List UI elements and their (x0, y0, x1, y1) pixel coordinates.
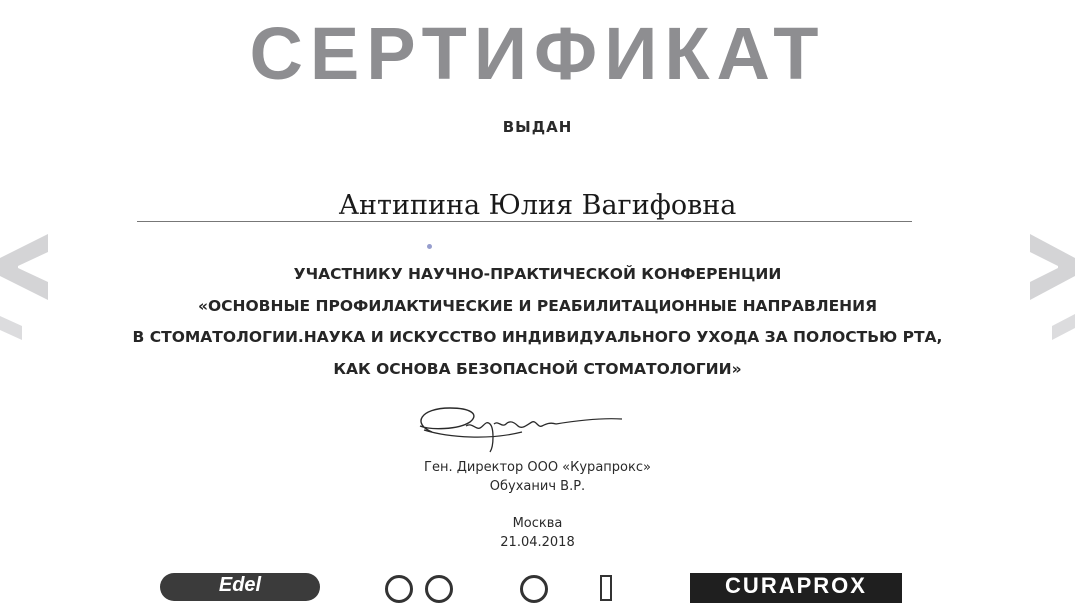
issued-label: ВЫДАН (502, 118, 573, 136)
sponsor-logo-curaprox: CURAPROX (690, 573, 902, 603)
certificate-title: СЕРТИФИКАТ (249, 12, 826, 95)
ink-mark (427, 244, 432, 249)
sponsor-logo-edel: Edel (160, 573, 320, 601)
conference-line: В СТОМАТОЛОГИИ.НАУКА И ИСКУССТВО ИНДИВИДУАЛЬНОГО УХОДА ЗА ПОЛОСТЬЮ РТА, (132, 328, 943, 346)
name-underline (137, 221, 912, 222)
sponsor-logo-circle (520, 575, 548, 603)
sponsor-logo-circle (600, 575, 612, 601)
sponsor-logo-circle (385, 575, 413, 603)
city: Москва (512, 516, 563, 531)
date: 21.04.2018 (500, 535, 575, 550)
conference-description (0, 259, 1075, 385)
signatory-block (0, 458, 1075, 496)
recipient-name: Антипина Юлия Вагифовна (338, 190, 737, 221)
conference-line: КАК ОСНОВА БЕЗОПАСНОЙ СТОМАТОЛОГИИ» (333, 359, 742, 378)
conference-line: «ОСНОВНЫЕ ПРОФИЛАКТИЧЕСКИЕ И РЕАБИЛИТАЦИОННЫЕ НАПРАВЛЕНИЯ (197, 296, 878, 315)
signatory-name: Обуханич В.Р. (489, 479, 586, 494)
conference-line: УЧАСТНИКУ НАУЧНО-ПРАКТИЧЕСКОЙ КОНФЕРЕНЦИИ (293, 265, 782, 283)
handwritten-signature (410, 400, 630, 460)
place-and-date (0, 514, 1075, 552)
sponsor-logo-circle (425, 575, 453, 603)
signatory-position: Ген. Директор ООО «Курапрокс» (424, 460, 651, 475)
